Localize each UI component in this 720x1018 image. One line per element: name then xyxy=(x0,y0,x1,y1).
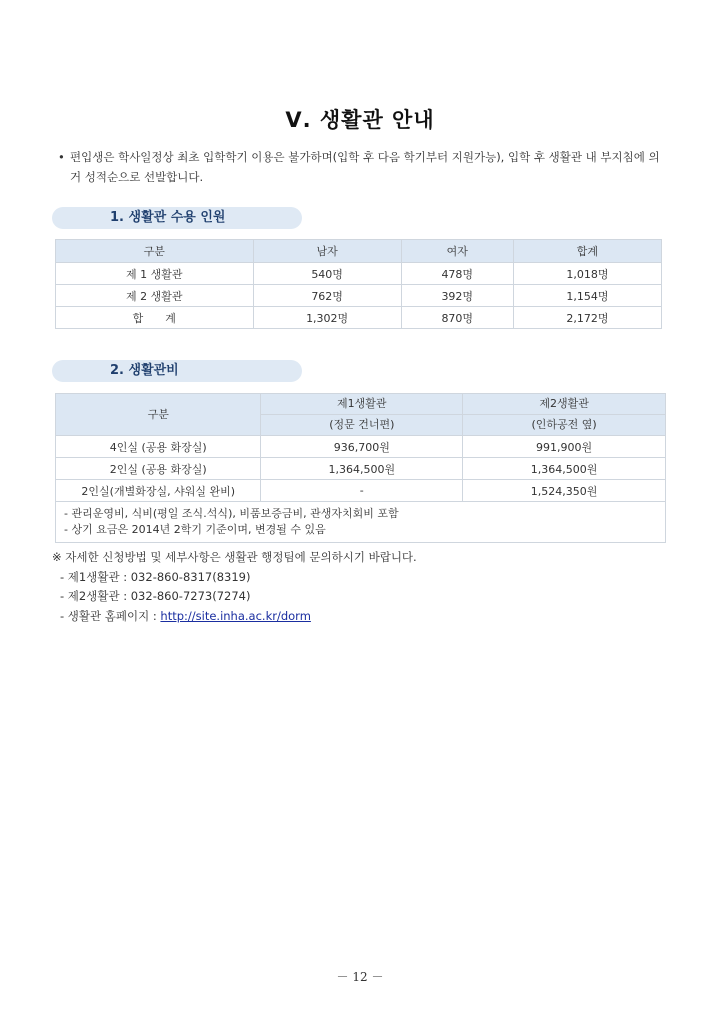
section-heading-capacity: 1. 생활관 수용 인원 xyxy=(52,207,302,229)
contact-notice: ※ 자세한 신청방법 및 세부사항은 생활관 행정팀에 문의하시기 바랍니다. xyxy=(52,550,417,564)
header-cell: 제2생활관 xyxy=(463,394,666,415)
table-cell: 991,900원 xyxy=(463,436,666,458)
fee-note: - 관리운영비, 식비(평일 조식․석식), 비품보증금비, 관생자치회비 포함 xyxy=(64,507,399,520)
table-cell: 870명 xyxy=(401,307,513,329)
homepage-line xyxy=(52,607,672,627)
table-cell: 1,302명 xyxy=(253,307,401,329)
section-heading-fees: 2. 생활관비 xyxy=(52,360,302,382)
table-row xyxy=(56,436,666,458)
dorm1-phone: - 제1생활관 : 032-860-8317(8319) xyxy=(60,569,251,584)
header-cell: 합계 xyxy=(513,240,661,263)
dorm2-phone: - 제2생활관 : 032-860-7273(7274) xyxy=(60,589,251,603)
contact-info xyxy=(52,548,672,626)
table-cell: - xyxy=(261,480,463,502)
table-row xyxy=(56,480,666,502)
table-header-row xyxy=(56,240,662,263)
table-cell: 478명 xyxy=(401,263,513,285)
bullet: • xyxy=(58,150,65,164)
homepage-label: - 생활관 홈페이지 : xyxy=(60,608,161,623)
header-cell: 구분 xyxy=(56,240,254,263)
table-cell: 1,364,500원 xyxy=(261,458,463,480)
header-cell: (인하공전 옆) xyxy=(463,415,666,436)
table-row-total xyxy=(56,307,662,329)
header-cell: 구분 xyxy=(56,394,261,436)
capacity-table xyxy=(55,239,662,329)
table-cell: 4인실 (공용 화장실) xyxy=(56,436,261,458)
table-cell: 1,018명 xyxy=(513,263,661,285)
table-cell: 2인실(개별화장실, 샤워실 완비) xyxy=(56,480,261,502)
table-cell: 762명 xyxy=(253,285,401,307)
notes-cell xyxy=(56,502,666,543)
intro-text: 편입생은 학사일정상 최초 입학학기 이용은 불가하며(입학 후 다음 학기부터 지원가능), 입학 후 생활관 내 부지침에 의거 성적순으로 선발합니다. xyxy=(70,150,660,184)
page-title: Ⅴ. 생활관 안내 xyxy=(285,108,435,132)
table-cell: 392명 xyxy=(401,285,513,307)
header-cell: 여자 xyxy=(401,240,513,263)
table-cell: 1,364,500원 xyxy=(463,458,666,480)
table-row xyxy=(56,263,662,285)
header-cell: (정문 건너편) xyxy=(261,415,463,436)
fee-table xyxy=(55,393,666,543)
table-cell: 2,172명 xyxy=(513,307,661,329)
table-cell: 제 2 생활관 xyxy=(56,285,254,307)
header-cell: 남자 xyxy=(253,240,401,263)
table-cell: 1,524,350원 xyxy=(463,480,666,502)
table-cell: 540명 xyxy=(253,263,401,285)
homepage-link[interactable]: http://site.inha.ac.kr/dorm xyxy=(160,608,311,623)
table-row xyxy=(56,458,666,480)
table-row xyxy=(56,285,662,307)
table-cell: 합 계 xyxy=(56,307,254,329)
table-cell: 1,154명 xyxy=(513,285,661,307)
table-notes-row xyxy=(56,502,666,543)
table-cell: 제 1 생활관 xyxy=(56,263,254,285)
table-cell: 2인실 (공용 화장실) xyxy=(56,458,261,480)
intro-paragraph xyxy=(58,147,670,187)
table-header-row xyxy=(56,394,666,415)
fee-note: - 상기 요금은 2014년 2학기 기준이며, 변경될 수 있음 xyxy=(64,523,326,536)
table-cell: 936,700원 xyxy=(261,436,463,458)
page-number: － 12 － xyxy=(336,970,384,984)
header-cell: 제1생활관 xyxy=(261,394,463,415)
